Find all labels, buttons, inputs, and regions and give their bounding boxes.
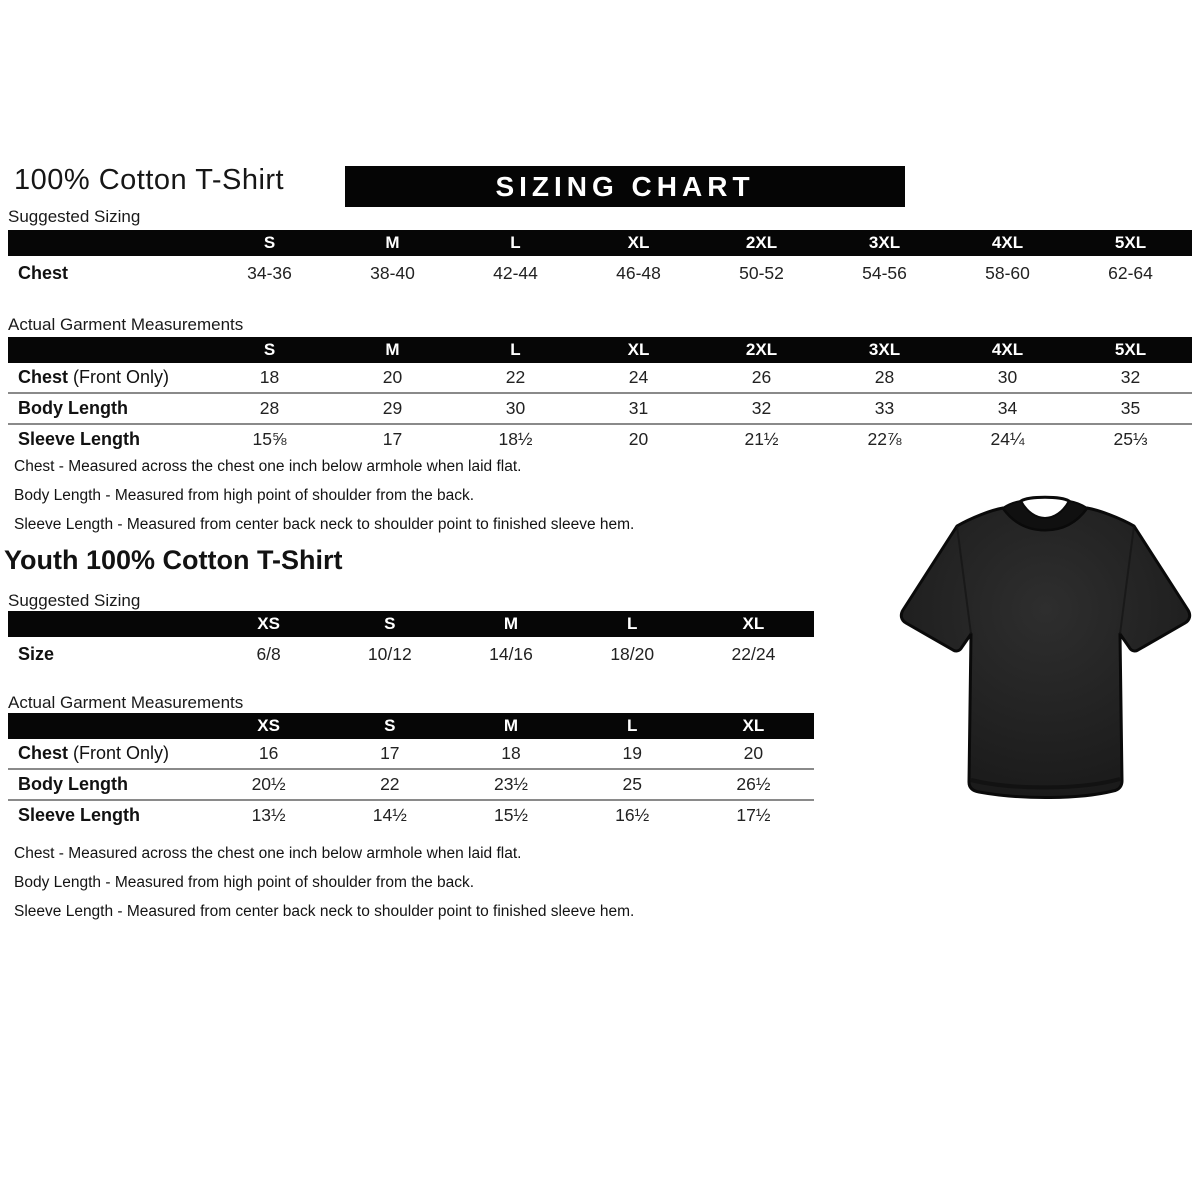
row-label — [8, 774, 208, 795]
sizing-chart-banner — [345, 166, 905, 207]
measurement-value: 28 — [874, 367, 895, 387]
measurement-value: 28 — [259, 398, 280, 418]
measurement-value: 33 — [874, 398, 895, 418]
measurement-value: 32 — [751, 398, 772, 418]
adult-sleeve-length-row — [8, 423, 1192, 454]
measurement-value: 62-64 — [1108, 262, 1153, 283]
youth-actual-header-row — [8, 713, 814, 739]
size-column-header: M — [503, 716, 519, 735]
adult-size-headers — [208, 340, 1192, 360]
measurement-value: 14½ — [372, 805, 407, 825]
adult-actual-measurements-label: Actual Garment Measurements — [8, 315, 244, 334]
row-label — [8, 398, 208, 419]
size-column-header: S — [263, 340, 276, 359]
adult-sleeve-length-values — [208, 429, 1192, 450]
row-label — [8, 743, 208, 764]
youth-suggested-sizing-table — [8, 611, 814, 671]
youth-actual-measurements-table — [8, 713, 814, 830]
note-chest: Chest - Measured across the chest one inch below armhole when laid flat. — [14, 458, 522, 475]
size-column-header: 2XL — [745, 233, 778, 252]
measurement-value: 26 — [751, 367, 772, 387]
youth-actual-measurements-label: Actual Garment Measurements — [8, 693, 244, 712]
row-label — [8, 263, 208, 284]
tshirt-back-collar-line — [1021, 497, 1069, 501]
youth-body-length-row — [8, 768, 814, 799]
measurement-value: 34 — [997, 398, 1018, 418]
note-body-length: Body Length - Measured from high point of shoulder from the back. — [14, 487, 475, 504]
measurement-value: 24 — [628, 367, 649, 387]
measurement-value: 13½ — [251, 805, 286, 825]
measurement-value: 10/12 — [367, 643, 412, 664]
size-column-header: XS — [257, 716, 280, 735]
page-title: 100% Cotton T-Shirt — [14, 164, 285, 196]
size-column-header: XS — [257, 614, 280, 633]
measurement-value: 38-40 — [370, 262, 415, 283]
measurement-value: 17½ — [736, 805, 771, 825]
measurement-value: 18½ — [498, 429, 533, 449]
youth-size-row — [8, 637, 814, 671]
size-column-header: 3XL — [868, 233, 901, 252]
measurement-value: 26½ — [736, 774, 771, 794]
youth-measurement-notes — [14, 839, 634, 926]
youth-body-length-values — [208, 774, 814, 795]
sizing-chart-banner-text: SIZING CHART — [495, 170, 755, 202]
measurement-value: 15½ — [493, 805, 529, 825]
row-label-text: Body Length — [18, 398, 128, 418]
size-column-header: 5XL — [1114, 233, 1147, 252]
adult-chest-row — [8, 363, 1192, 392]
measurement-value: 18 — [501, 743, 521, 763]
size-column-header: XL — [627, 340, 650, 359]
row-label-text: Chest — [18, 367, 69, 387]
row-label — [8, 644, 208, 665]
size-column-header: S — [384, 614, 396, 633]
size-column-header: L — [510, 340, 521, 359]
adult-measurement-notes — [14, 452, 634, 539]
size-column-header: XL — [742, 614, 765, 633]
size-column-header: S — [263, 233, 276, 252]
adult-suggested-sizing-table — [8, 230, 1192, 290]
row-label-text: Sleeve Length — [18, 805, 141, 825]
measurement-value: 20 — [628, 429, 649, 449]
size-column-header: M — [385, 340, 400, 359]
note-sleeve-length: Sleeve Length - Measured from center back neck to shoulder point to finished sleeve hem. — [14, 903, 635, 920]
measurement-value: 16 — [258, 743, 279, 763]
measurement-value: 20 — [382, 367, 403, 387]
measurement-value: 14/16 — [489, 643, 533, 664]
measurement-value: 21½ — [744, 429, 779, 449]
measurement-value: 24¼ — [990, 429, 1025, 449]
measurement-value: 19 — [622, 743, 642, 763]
size-column-header: M — [503, 614, 519, 633]
youth-chest-values — [208, 743, 814, 764]
measurement-value: 16½ — [615, 805, 650, 825]
row-label — [8, 367, 208, 388]
size-column-header: XL — [627, 233, 650, 252]
measurement-value: 6/8 — [256, 643, 281, 664]
measurement-value: 54-56 — [862, 262, 907, 283]
measurement-value: 20 — [743, 743, 764, 763]
row-label-suffix: (Front Only) — [68, 367, 170, 387]
adult-size-headers — [208, 233, 1192, 253]
measurement-value: 32 — [1120, 367, 1141, 387]
youth-suggested-sizing-label: Suggested Sizing — [8, 591, 141, 610]
measurement-value: 17 — [382, 429, 403, 449]
note-body-length: Body Length - Measured from high point of shoulder from the back. — [14, 874, 475, 891]
size-column-header: 3XL — [868, 340, 901, 359]
row-label — [8, 429, 208, 450]
adult-suggested-values — [208, 263, 1192, 284]
size-column-header: 2XL — [745, 340, 778, 359]
youth-suggested-values — [208, 644, 814, 665]
measurement-value: 18 — [259, 367, 280, 387]
adult-chest-values — [208, 367, 1192, 388]
size-column-header: L — [627, 614, 638, 633]
row-label-text: Sleeve Length — [18, 429, 141, 449]
adult-suggested-sizing-label: Suggested Sizing — [8, 207, 141, 226]
adult-actual-header-row — [8, 337, 1192, 363]
measurement-value: 20½ — [251, 774, 286, 794]
measurement-value: 17 — [380, 743, 400, 763]
youth-sleeve-length-values — [208, 805, 814, 826]
measurement-value: 30 — [505, 398, 526, 418]
adult-body-length-values — [208, 398, 1192, 419]
size-column-header: 5XL — [1114, 340, 1147, 359]
row-label-text: Body Length — [18, 774, 128, 794]
size-column-header: S — [384, 716, 396, 735]
measurement-value: 22 — [380, 774, 400, 794]
youth-chest-row — [8, 739, 814, 768]
size-column-header: L — [510, 233, 521, 252]
note-chest: Chest - Measured across the chest one inch below armhole when laid flat. — [14, 845, 522, 862]
measurement-value: 58-60 — [985, 262, 1030, 283]
measurement-value: 23½ — [493, 774, 529, 794]
row-label-text: Chest — [18, 262, 69, 283]
tshirt-illustration — [891, 492, 1199, 808]
row-label-text: Size — [18, 643, 55, 664]
adult-body-length-row — [8, 392, 1192, 423]
tshirt-body — [901, 508, 1189, 798]
measurement-value: 42-44 — [493, 262, 538, 283]
measurement-value: 30 — [997, 367, 1018, 387]
measurement-value: 22/24 — [731, 643, 776, 664]
measurement-value: 22⅞ — [867, 429, 902, 449]
measurement-value: 15⅝ — [252, 429, 287, 449]
youth-sleeve-length-row — [8, 799, 814, 830]
row-label-text: Chest — [18, 743, 69, 763]
measurement-value: 31 — [628, 398, 649, 418]
adult-actual-measurements-table — [8, 337, 1192, 454]
measurement-value: 50-52 — [739, 262, 784, 283]
measurement-value: 46-48 — [616, 262, 661, 283]
youth-size-headers — [208, 716, 814, 736]
adult-suggested-chest-row — [8, 256, 1192, 290]
adult-suggested-header-row — [8, 230, 1192, 256]
measurement-value: 25 — [622, 774, 642, 794]
size-column-header: XL — [742, 716, 765, 735]
measurement-value: 34-36 — [247, 262, 292, 283]
measurement-value: 22 — [505, 367, 526, 387]
youth-size-headers — [208, 614, 814, 634]
size-column-header: L — [627, 716, 638, 735]
note-sleeve-length: Sleeve Length - Measured from center back neck to shoulder point to finished sleeve hem. — [14, 516, 635, 533]
measurement-value: 18/20 — [610, 643, 655, 664]
row-label — [8, 805, 208, 826]
youth-suggested-header-row — [8, 611, 814, 637]
measurement-value: 25⅓ — [1113, 429, 1148, 449]
measurement-value: 29 — [382, 398, 403, 418]
size-column-header: 4XL — [991, 233, 1024, 252]
size-column-header: M — [385, 233, 400, 252]
youth-title: Youth 100% Cotton T-Shirt — [4, 545, 343, 575]
row-label-suffix: (Front Only) — [68, 743, 170, 763]
tshirt-product-image — [891, 492, 1199, 808]
size-column-header: 4XL — [991, 340, 1024, 359]
measurement-value: 35 — [1120, 398, 1141, 418]
